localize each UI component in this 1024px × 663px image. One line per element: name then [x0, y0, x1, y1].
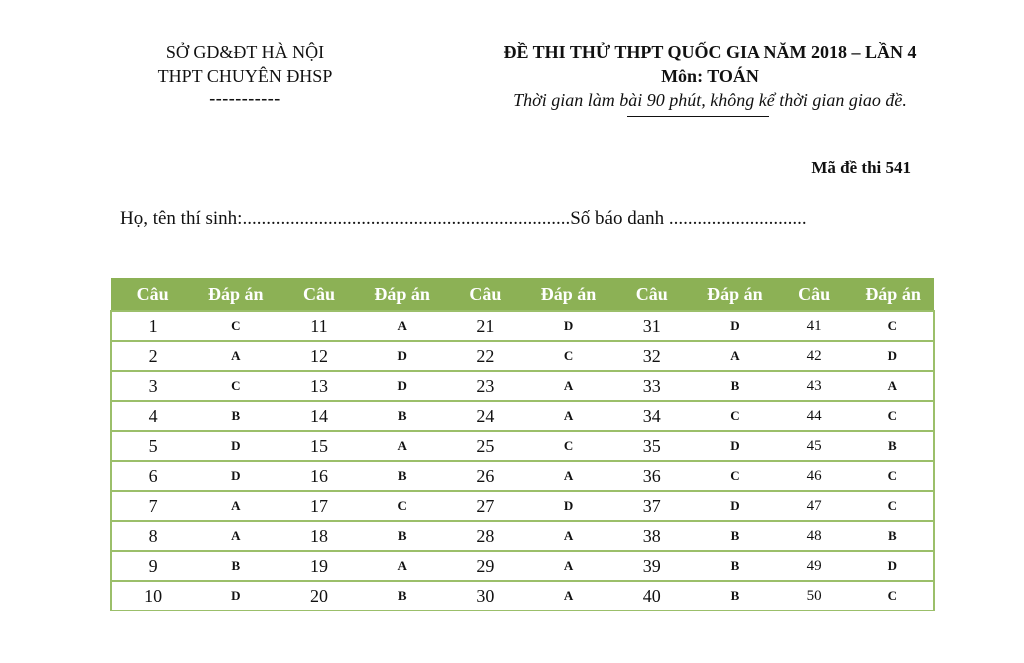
question-number: 8	[111, 521, 194, 551]
table-body	[111, 311, 934, 611]
answer-cell: C	[693, 401, 776, 431]
answer-cell: B	[361, 581, 444, 611]
question-number: 21	[444, 311, 527, 341]
answer-cell: A	[361, 431, 444, 461]
candidate-info-line: Họ, tên thí sinh:.....................................................................Số báo danh .............................	[120, 208, 807, 229]
question-number: 27	[444, 491, 527, 521]
question-number: 20	[277, 581, 360, 611]
table-row	[111, 581, 934, 611]
answer-cell: C	[194, 311, 277, 341]
answer-cell: B	[852, 431, 934, 461]
answer-cell: C	[852, 581, 934, 611]
answer-cell: C	[852, 401, 934, 431]
answer-cell: D	[194, 431, 277, 461]
table-row	[111, 341, 934, 371]
exam-time-note: Thời gian làm bài 90 phút, không kể thời gian giao đề.	[513, 90, 907, 110]
answer-cell: D	[527, 491, 610, 521]
answer-cell: A	[693, 341, 776, 371]
table-row	[111, 401, 934, 431]
question-number: 49	[777, 551, 852, 581]
question-number: 19	[277, 551, 360, 581]
question-number: 11	[277, 311, 360, 341]
question-number: 3	[111, 371, 194, 401]
table-row	[111, 431, 934, 461]
answer-cell: B	[852, 521, 934, 551]
school-name: THPT CHUYÊN ĐHSP	[157, 66, 333, 86]
header-dashes: -----------	[209, 88, 281, 108]
question-number: 25	[444, 431, 527, 461]
question-number: 44	[777, 401, 852, 431]
answer-cell: C	[527, 431, 610, 461]
answer-cell: D	[527, 311, 610, 341]
answer-cell: C	[527, 341, 610, 371]
answer-cell: D	[852, 341, 934, 371]
answer-cell: B	[693, 371, 776, 401]
answer-cell: A	[527, 581, 610, 611]
answer-cell: B	[693, 551, 776, 581]
header-answer: Đáp án	[194, 278, 277, 311]
header-divider	[627, 116, 769, 117]
table-header-row	[111, 278, 934, 311]
answer-cell: A	[194, 491, 277, 521]
question-number: 50	[777, 581, 852, 611]
answer-cell: A	[194, 521, 277, 551]
question-number: 5	[111, 431, 194, 461]
header-question: Câu	[277, 278, 360, 311]
question-number: 15	[277, 431, 360, 461]
answer-cell: B	[194, 551, 277, 581]
answer-cell: C	[852, 461, 934, 491]
question-number: 16	[277, 461, 360, 491]
question-number: 14	[277, 401, 360, 431]
exam-code: Mã đề thi 541	[811, 158, 911, 177]
school-header	[120, 40, 370, 108]
header-answer: Đáp án	[527, 278, 610, 311]
question-number: 10	[111, 581, 194, 611]
header-answer: Đáp án	[852, 278, 934, 311]
question-number: 41	[777, 311, 852, 341]
question-number: 7	[111, 491, 194, 521]
answer-cell: D	[194, 461, 277, 491]
answer-cell: A	[527, 521, 610, 551]
question-number: 33	[610, 371, 693, 401]
question-number: 24	[444, 401, 527, 431]
answer-cell: A	[361, 311, 444, 341]
question-number: 47	[777, 491, 852, 521]
answer-cell: B	[361, 461, 444, 491]
answer-cell: D	[361, 341, 444, 371]
answer-cell: B	[693, 581, 776, 611]
department-name: SỞ GD&ĐT HÀ NỘI	[165, 42, 325, 62]
question-number: 34	[610, 401, 693, 431]
question-number: 13	[277, 371, 360, 401]
answer-cell: D	[693, 431, 776, 461]
answer-cell: A	[527, 401, 610, 431]
answer-cell: C	[693, 461, 776, 491]
question-number: 29	[444, 551, 527, 581]
question-number: 46	[777, 461, 852, 491]
question-number: 38	[610, 521, 693, 551]
question-number: 17	[277, 491, 360, 521]
question-number: 35	[610, 431, 693, 461]
table-row	[111, 311, 934, 341]
table-row	[111, 461, 934, 491]
answer-cell: D	[693, 311, 776, 341]
answer-cell: C	[361, 491, 444, 521]
answer-cell: A	[527, 371, 610, 401]
question-number: 32	[610, 341, 693, 371]
question-number: 9	[111, 551, 194, 581]
table-row	[111, 491, 934, 521]
header-question: Câu	[777, 278, 852, 311]
question-number: 22	[444, 341, 527, 371]
question-number: 30	[444, 581, 527, 611]
question-number: 43	[777, 371, 852, 401]
table-row	[111, 551, 934, 581]
question-number: 6	[111, 461, 194, 491]
question-number: 2	[111, 341, 194, 371]
exam-title: ĐỀ THI THỬ THPT QUỐC GIA NĂM 2018 – LẦN 4	[503, 42, 917, 62]
question-number: 18	[277, 521, 360, 551]
answer-cell: B	[693, 521, 776, 551]
question-number: 40	[610, 581, 693, 611]
answer-cell: C	[852, 491, 934, 521]
answer-cell: B	[361, 521, 444, 551]
question-number: 42	[777, 341, 852, 371]
question-number: 37	[610, 491, 693, 521]
answer-cell: A	[361, 551, 444, 581]
question-number: 31	[610, 311, 693, 341]
answer-cell: C	[852, 311, 934, 341]
question-number: 28	[444, 521, 527, 551]
answer-cell: D	[194, 581, 277, 611]
exam-subject: Môn: TOÁN	[661, 66, 759, 86]
question-number: 12	[277, 341, 360, 371]
question-number: 36	[610, 461, 693, 491]
question-number: 4	[111, 401, 194, 431]
answer-cell: A	[852, 371, 934, 401]
table-row	[111, 371, 934, 401]
exam-header	[440, 40, 980, 117]
question-number: 48	[777, 521, 852, 551]
answer-cell: A	[527, 461, 610, 491]
header-question: Câu	[444, 278, 527, 311]
answer-cell: D	[693, 491, 776, 521]
question-number: 39	[610, 551, 693, 581]
question-number: 23	[444, 371, 527, 401]
question-number: 45	[777, 431, 852, 461]
answer-cell: B	[361, 401, 444, 431]
question-number: 26	[444, 461, 527, 491]
question-number: 1	[111, 311, 194, 341]
header-answer: Đáp án	[693, 278, 776, 311]
answer-cell: C	[194, 371, 277, 401]
header-answer: Đáp án	[361, 278, 444, 311]
header-question: Câu	[111, 278, 194, 311]
answer-cell: D	[361, 371, 444, 401]
table-row	[111, 521, 934, 551]
answer-cell: A	[527, 551, 610, 581]
answer-cell: D	[852, 551, 934, 581]
answer-cell: A	[194, 341, 277, 371]
header-question: Câu	[610, 278, 693, 311]
answer-cell: B	[194, 401, 277, 431]
answer-key-table	[110, 278, 935, 611]
